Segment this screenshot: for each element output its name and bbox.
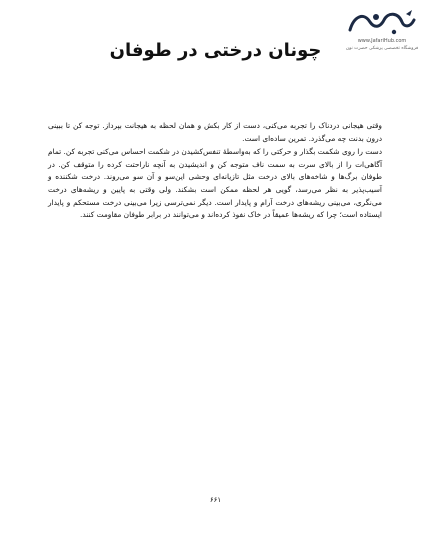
tree-logo-icon bbox=[340, 8, 424, 38]
body-text bbox=[48, 120, 382, 223]
page-number: ۶۶۱ bbox=[209, 496, 222, 504]
page-title: چونان درختی در طوفان bbox=[109, 40, 322, 61]
logo-org: فروشگاه تخصصی پزشکی حضرت نون bbox=[345, 46, 419, 51]
logo-url: www.JafariHub.com bbox=[357, 38, 407, 44]
paragraph: دست را روی شکمت بگذار و حرکتی را که به‌واسطهٔ تنفس‌کشیدن در شکمت احساس می‌کنی تجربه کن. تمام آگاهی‌ات را از بالای سرت به سمت ناف متوجه کن و اندیشیدن به آنچه ناراحتت کرده را متوقف کن. در طوفان برگ‌ها و شاخه‌های بالای درخت مثل تازیانه‌ای وحشی این‌سو و آن سو می‌روند. درخت شکننده و آسیب‌پذیر به نظر می‌رسد، گویی هر لحظه ممکن است بشکند. ولی وقتی به پایین و ریشه‌های درخت می‌نگری، می‌بینی ریشه‌های درخت آرام و پایدار است. دیگر نمی‌ترسی زیرا می‌بینی درخت مستحکم و پایدار ایستاده است؛ چرا که ریشه‌ها عمیقاً در خاک نفوذ کرده‌اند و می‌توانند در برابر طوفان مقاومت کنند. bbox=[48, 147, 382, 220]
paragraph: وقتی هیجانی دردناک را تجربه می‌کنی، دست از کار بکش و همان لحظه به هیجانت بپرداز. توجه کن تا ببینی درون بدنت چه می‌گذرد. تمرین ساده‌ای است. bbox=[48, 121, 382, 143]
